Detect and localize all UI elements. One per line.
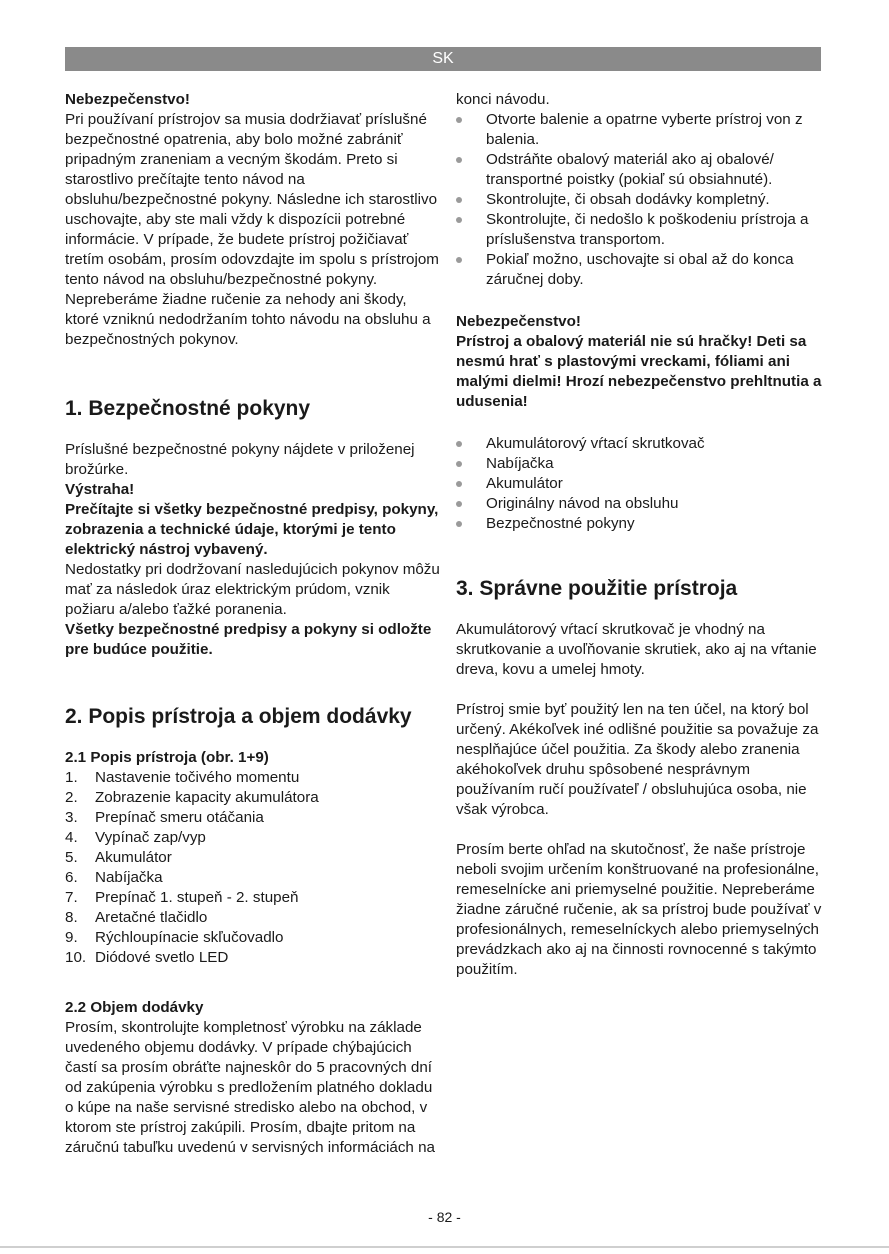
left-column <box>65 90 443 1158</box>
bullet-icon <box>456 217 462 223</box>
list-item: Akumulátorový vŕtací skrutkovač <box>456 434 826 454</box>
unpacking-steps-list <box>456 110 826 290</box>
list-item: Skontrolujte, či obsah dodávky kompletný. <box>456 190 826 210</box>
parts-list <box>65 768 443 968</box>
right-column <box>456 90 826 980</box>
list-item: 8. Aretačné tlačidlo <box>65 909 208 926</box>
bullet-icon <box>456 117 462 123</box>
language-label: SK <box>432 50 454 67</box>
danger-text: Pri používaní prístrojov sa musia dodržiavať príslušné bezpečnostné opatrenia, aby bolo možné zabrániť pripadným zraneniam a vecným škodám. Preto si starostlivo prečítajte tento návod na obsluhu/bezpečnostné pokyny. Následne ich starostlivo uschovajte, aby ste mali vždy k dispozícii potrebné informácie. V prípade, že budete prístroj požičiavať tretím osobám, prosím odovzdajte im spolu s prístrojom tento návod na obsluhu/bezpečnostné pokyny. Nepreberáme žiadne ručenie za nehody ani škody, ktoré vzniknú nedodržaním tohto návodu na obsluhu a bezpečnostných pokynov. <box>65 111 439 348</box>
list-item: 7. Prepínač 1. stupeň - 2. stupeň <box>65 889 299 906</box>
bullet-icon <box>456 521 462 527</box>
page-number: - 82 - <box>428 1209 461 1225</box>
section-2-2-title: 2.2 Objem dodávky <box>65 999 204 1016</box>
list-item: 3. Prepínač smeru otáčania <box>65 809 264 826</box>
list-item: 2. Zobrazenie kapacity akumulátora <box>65 789 319 806</box>
language-header-bar <box>65 47 821 71</box>
list-item: 5. Akumulátor <box>65 849 172 866</box>
danger-title-2: Nebezpečenstvo! <box>456 313 581 330</box>
warning-text: Nedostatky pri dodržovaní nasledujúcich pokynov môžu mať za následok úraz elektrickým prúdom, vznik požiaru a/alebo ťažké poranenia. <box>65 561 440 618</box>
list-item: 1. Nastavenie točivého momentu <box>65 769 300 786</box>
delivery-contents-list <box>456 434 826 534</box>
bullet-icon <box>456 257 462 263</box>
section-2-title: 2. Popis prístroja a objem dodávky <box>65 705 412 728</box>
section-2-2-text: Prosím, skontrolujte kompletnosť výrobku na základe uvedeného objemu dodávky. V prípade chýbajúcich častí sa prosím obráťte najneskôr do 5 pracovných dní od zakúpenia výrobku s predložením platného dokladu o kúpe na naše servisné stredisko alebo na obchod, v ktorom ste prístroj zakúpili. Prosím, dbajte pritom na záručnú tabuľku uvedenú v servisných informáciách na <box>65 1019 435 1156</box>
list-item: Nabíjačka <box>456 454 826 474</box>
warning-bold-text: Prečítajte si všetky bezpečnostné predpisy, pokyny, zobrazenia a technické údaje, ktorými je tento elektrický nástroj vybavený. <box>65 501 439 558</box>
list-item: 4. Vypínač zap/vyp <box>65 829 206 846</box>
section-3-paragraph-2: Prístroj smie byť použitý len na ten účel, na ktorý bol určený. Akékoľvek iné odlišné použitie sa považuje za nesplňajúce účel použitia. Za škody alebo zranenia akéhokoľvek druhu spôsobené nesprávnym používaním ručí používateľ / obsluhujúca osoba, nie však výrobca. <box>456 701 819 818</box>
list-item: 6. Nabíjačka <box>65 869 163 886</box>
list-item: Skontrolujte, či nedošlo k poškodeniu prístroja a príslušenstva transportom. <box>456 210 826 250</box>
section-1-text: Príslušné bezpečnostné pokyny nájdete v priloženej brožúrke. <box>65 441 415 478</box>
bullet-icon <box>456 501 462 507</box>
section-3-paragraph-3: Prosím berte ohľad na skutočnosť, že naše prístroje neboli svojim určením konštruované na profesionálne, remeselnícke ani priemyselné použitie. Nepreberáme žiadne záručné ručenie, ak sa prístroj bude používať v profesionálnych, remeselníckych alebo priemyselných prevádzkach ako aj na činnosti rovnocenné s takýmto použitím. <box>456 841 822 978</box>
list-item: Akumulátor <box>456 474 826 494</box>
bullet-icon <box>456 157 462 163</box>
section-3-paragraph-1: Akumulátorový vŕtací skrutkovač je vhodný na skrutkovanie a uvoľňovanie skrutiek, ako aj na vŕtanie dreva, kovu a umelej hmoty. <box>456 621 817 678</box>
warning-title: Výstraha! <box>65 481 135 498</box>
danger-title: Nebezpečenstvo! <box>65 91 190 108</box>
list-item: Otvorte balenie a opatrne vyberte prístroj von z balenia. <box>456 110 826 150</box>
bullet-icon <box>456 461 462 467</box>
continued-text: konci návodu. <box>456 91 550 108</box>
section-1-title: 1. Bezpečnostné pokyny <box>65 397 311 420</box>
section-2-1-title: 2.1 Popis prístroja (obr. 1+9) <box>65 749 269 766</box>
list-item: Bezpečnostné pokyny <box>456 514 826 534</box>
list-item: Odstráňte obalový materiál ako aj obalové/ transportné poistky (pokiaľ sú obsiahnuté). <box>456 150 826 190</box>
section-3-title: 3. Správne použitie prístroja <box>456 577 738 600</box>
list-item: 9. Rýchloupínacie skľučovadlo <box>65 929 284 946</box>
bullet-icon <box>456 441 462 447</box>
bottom-divider <box>0 1246 889 1248</box>
list-item: Originálny návod na obsluhu <box>456 494 826 514</box>
bullet-icon <box>456 481 462 487</box>
warning-bold-text-2: Všetky bezpečnostné predpisy a pokyny si odložte pre budúce použitie. <box>65 621 432 658</box>
danger-bold-text: Prístroj a obalový materiál nie sú hračky! Deti sa nesmú hrať s plastovými vreckami, fóliami ani malými dielmi! Hrozí nebezpečenstvo prehltnutia a udusenia! <box>456 333 822 410</box>
list-item: Pokiaľ možno, uschovajte si obal až do konca záručnej doby. <box>456 250 826 290</box>
list-item: 10. Diódové svetlo LED <box>65 949 229 966</box>
bullet-icon <box>456 197 462 203</box>
